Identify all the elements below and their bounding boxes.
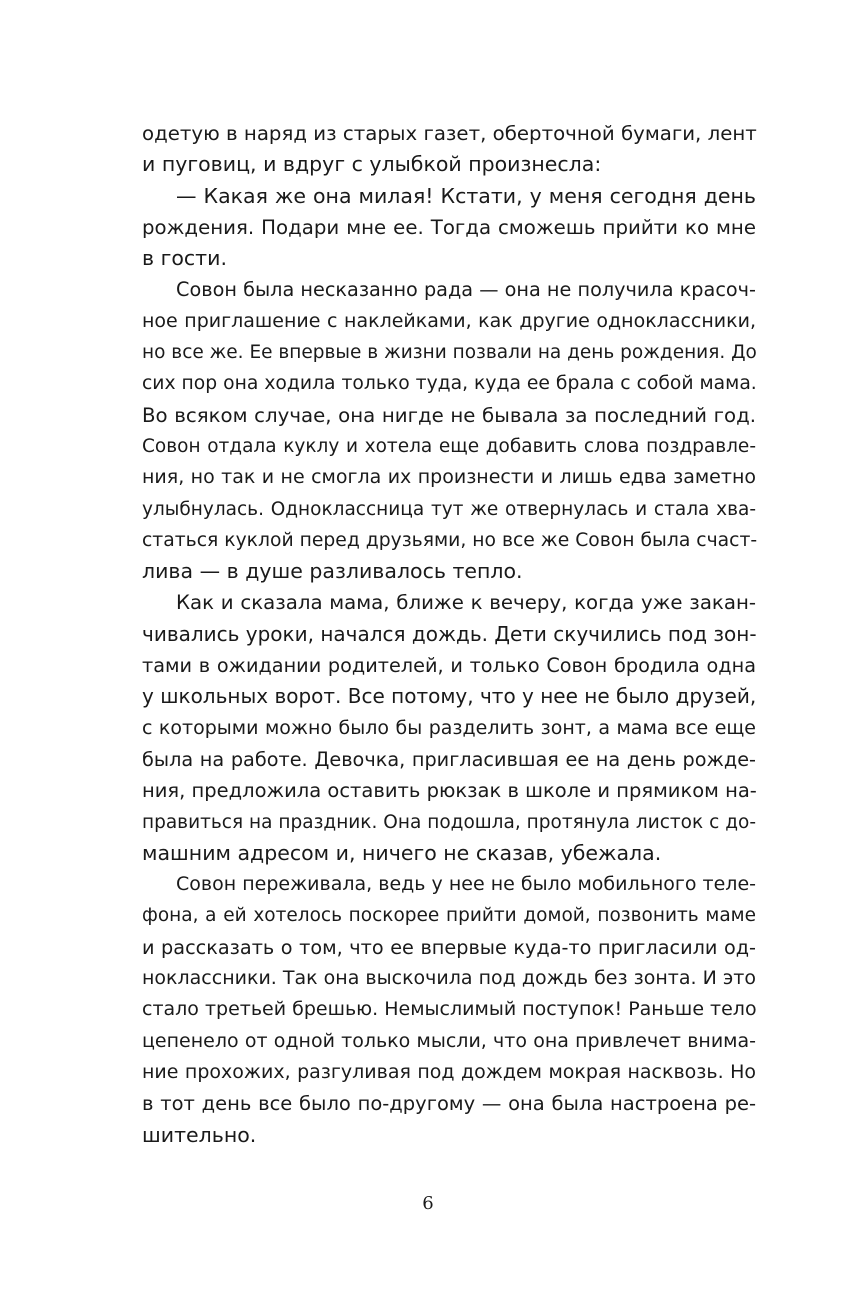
text-line: цепенело от одной только мысли, что она привлечет внима- (142, 1029, 756, 1052)
text-line: статься куклой перед друзьями, но все же Совон была счаст- (142, 529, 758, 551)
text-line: тами в ожидании родителей, и только Совон бродила одна (142, 654, 756, 678)
text-line: в тот день все было по-другому — она была настроена ре- (142, 1092, 756, 1116)
text-line: Как и сказала мама, ближе к вечеру, когда уже закан- (176, 591, 756, 615)
text-line: ние прохожих, разгуливая под дождем мокрая насквозь. Но (142, 1060, 756, 1083)
text-line: правиться на праздник. Она подошла, протянула листок с до- (142, 811, 756, 833)
text-line: у школьных ворот. Все потому, что у нее не было друзей, (142, 684, 757, 709)
page-number: 6 (422, 1193, 434, 1214)
text-line: Совон отдала куклу и хотела еще добавить слова поздравле- (142, 435, 756, 457)
text-line: Совон переживала, ведь у нее не было мобильного теле- (176, 873, 756, 896)
text-line: одетую в наряд из старых газет, оберточной бумаги, лент (142, 122, 757, 145)
text-line: — Какая же она милая! Кстати, у меня сегодня день (176, 183, 756, 208)
text-line: чивались уроки, начался дождь. Дети скучились под зон- (142, 621, 757, 646)
text-line: фона, а ей хотелось поскорее прийти домой, позвонить маме (142, 905, 756, 927)
text-line: в гости. (142, 246, 227, 271)
body-text (142, 118, 756, 1151)
text-line: и рассказать о том, что ее впервые куда-то пригласили од- (142, 935, 756, 959)
text-line: ния, предложила оставить рюкзак в школе и прямиком на- (142, 779, 757, 803)
text-line: рождения. Подари мне ее. Тогда сможешь прийти ко мне (142, 215, 756, 239)
text-line: но все же. Ее впервые в жизни позвали на день рождения. До (142, 342, 757, 364)
text-line: была на работе. Девочка, пригласившая ее на день рожде- (142, 747, 756, 771)
text-line: сих пор она ходила только туда, куда ее брала с собой мама. (142, 373, 757, 395)
text-line: шительно. (142, 1122, 257, 1147)
text-line: улыбнулась. Одноклассница тут же отвернулась и стала хва- (142, 498, 756, 520)
text-line: лива — в душе разливалось тепло. (142, 559, 523, 584)
text-line: машним адресом и, ничего не сказав, убежала. (142, 840, 662, 865)
text-line: и пуговиц, и вдруг с улыбкой произнесла: (142, 152, 602, 177)
text-line: ния, но так и не смогла их произнести и лишь едва заметно (142, 466, 756, 489)
text-line: с которыми можно было бы разделить зонт, а мама все еще (142, 716, 756, 739)
text-line: ноклассники. Так она выскочила под дождь без зонта. И это (142, 967, 756, 990)
text-line: Совон была несказанно рада — она не получила красоч- (176, 278, 756, 302)
text-line: ное приглашение с наклейками, как другие одноклассники, (142, 309, 756, 332)
text-line: Во всяком случае, она нигде не бывала за последний год. (142, 403, 756, 427)
text-line: стало третьей брешью. Немыслимый поступок! Раньше тело (142, 998, 757, 1021)
